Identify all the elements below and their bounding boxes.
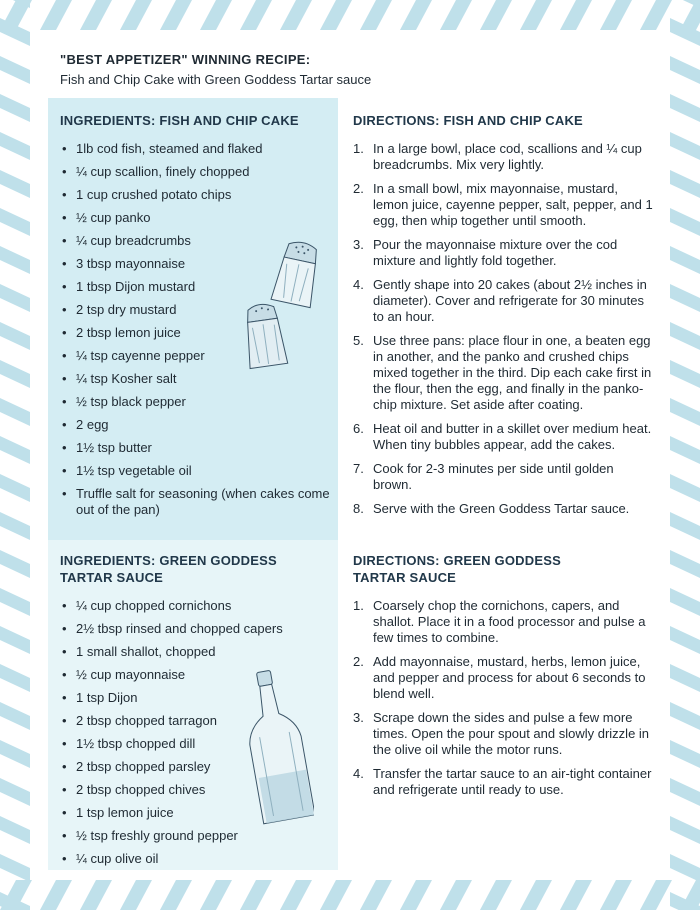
pattern-chevron — [0, 436, 30, 464]
pepper-shaker-icon — [246, 302, 288, 369]
pattern-chevron — [440, 880, 472, 910]
step-text: Transfer the tartar sauce to an air-tight container and refrigerate until ready to use. — [373, 766, 652, 797]
pattern-chevron — [670, 208, 700, 236]
ingredient-item: • 1 cup crushed potato chips — [60, 187, 330, 203]
ingredient-item: • 1 tbsp Dijon mustard — [60, 279, 330, 295]
ingredient-item: • 2 tbsp lemon juice — [60, 325, 330, 341]
ingredient-item: • ¼ tsp Kosher salt — [60, 371, 330, 387]
salt-shaker-icon — [271, 239, 323, 308]
step-text: Coarsely chop the cornichons, capers, and shallot. Place it in a food processor and pulse a few times to combine. — [373, 598, 646, 645]
pattern-chevron — [670, 778, 700, 806]
pattern-chevron — [0, 474, 30, 502]
pattern-chevron — [360, 880, 392, 910]
pattern-chevron — [600, 0, 632, 30]
step-text: Add mayonnaise, mustard, herbs, lemon juice, and pepper and process for about 6 seconds to blend well. — [373, 654, 646, 701]
pattern-chevron — [0, 170, 30, 198]
pattern-chevron — [600, 880, 632, 910]
ingredient-item: • ½ cup panko — [60, 210, 330, 226]
step-number: 2. — [353, 654, 364, 669]
ingredient-item: • 2 tbsp chopped parsley — [60, 759, 330, 775]
direction-step — [353, 598, 653, 646]
pattern-chevron — [670, 132, 700, 160]
ingredient-item: • ¼ tsp cayenne pepper — [60, 348, 330, 364]
ingredient-item: • ¼ cup chopped cornichons — [60, 598, 330, 614]
pattern-chevron — [160, 0, 192, 30]
ingredient-item: • ¼ cup olive oil — [60, 851, 330, 867]
ingredient-item: • ¼ cup breadcrumbs — [60, 233, 330, 249]
direction-step — [353, 237, 653, 269]
ingredient-item: • 1½ tsp vegetable oil — [60, 463, 330, 479]
pattern-chevron — [0, 360, 30, 388]
step-text: Heat oil and butter in a skillet over medium heat. When tiny bubbles appear, add the cakes. — [373, 421, 652, 452]
oil-bottle-icon — [244, 664, 314, 834]
pattern-chevron — [670, 360, 700, 388]
pattern-chevron — [0, 56, 30, 84]
step-number: 3. — [353, 710, 364, 725]
ingredient-item: • 2 tsp dry mustard — [60, 302, 330, 318]
step-number: 6. — [353, 421, 364, 436]
direction-step — [353, 421, 653, 453]
pattern-chevron — [560, 880, 592, 910]
pattern-chevron — [360, 0, 392, 30]
pattern-chevron — [520, 0, 552, 30]
recipe-title: "BEST APPETIZER" WINNING RECIPE: — [60, 52, 311, 67]
direction-step — [353, 501, 653, 517]
step-number: 5. — [353, 333, 364, 348]
pattern-chevron — [320, 0, 352, 30]
step-text: In a large bowl, place cod, scallions and ¼ cup breadcrumbs. Mix very lightly. — [373, 141, 642, 172]
pattern-chevron — [320, 880, 352, 910]
recipe-card — [30, 30, 670, 880]
ingredient-item: • 2½ tbsp rinsed and chopped capers — [60, 621, 330, 637]
direction-step — [353, 277, 653, 325]
pattern-chevron — [670, 588, 700, 616]
pattern-chevron — [670, 474, 700, 502]
direction-step — [353, 181, 653, 229]
pattern-chevron — [160, 880, 192, 910]
ingredient-item: • ½ tsp freshly ground pepper — [60, 828, 330, 844]
ingredient-item: • 2 tbsp chopped chives — [60, 782, 330, 798]
ingredients-cake-panel — [48, 98, 338, 540]
pattern-chevron — [560, 0, 592, 30]
pattern-chevron — [240, 0, 272, 30]
step-number: 1. — [353, 598, 364, 613]
step-number: 2. — [353, 181, 364, 196]
pattern-chevron — [0, 284, 30, 312]
ingredient-item: • 3 tbsp mayonnaise — [60, 256, 330, 272]
ingredient-item: • 1lb cod fish, steamed and flaked — [60, 141, 330, 157]
step-text: Cook for 2-3 minutes per side until golden brown. — [373, 461, 614, 492]
pattern-chevron — [0, 246, 30, 274]
pattern-chevron — [640, 880, 672, 910]
ingredient-item: • 1½ tbsp chopped dill — [60, 736, 330, 752]
salt-pepper-shakers — [246, 238, 326, 378]
pattern-chevron — [670, 322, 700, 350]
pattern-chevron — [670, 664, 700, 692]
ingredients-sauce-panel — [48, 540, 338, 870]
pattern-chevron — [0, 816, 30, 844]
pattern-chevron — [670, 816, 700, 844]
directions-sauce-title-line1: DIRECTIONS: GREEN GODDESS — [353, 553, 561, 568]
step-text: In a small bowl, mix mayonnaise, mustard, lemon juice, cayenne pepper, salt, pepper, and 1 egg, then whip together until smooth. — [373, 181, 653, 228]
pattern-chevron — [0, 208, 30, 236]
pattern-chevron — [240, 880, 272, 910]
step-number: 7. — [353, 461, 364, 476]
pattern-chevron — [670, 170, 700, 198]
ingredient-item: • 2 egg — [60, 417, 330, 433]
ingredient-item: • 1 tsp Dijon — [60, 690, 330, 706]
step-number: 4. — [353, 766, 364, 781]
pattern-chevron — [670, 740, 700, 768]
recipe-subtitle: Fish and Chip Cake with Green Goddess Tartar sauce — [60, 72, 372, 87]
directions-sauce-list — [353, 598, 653, 798]
ingredients-cake-title: INGREDIENTS: FISH AND CHIP CAKE — [60, 113, 299, 128]
pattern-chevron — [400, 880, 432, 910]
pattern-chevron — [670, 512, 700, 540]
pattern-chevron — [120, 0, 152, 30]
directions-cake-section — [353, 112, 653, 525]
step-number: 4. — [353, 277, 364, 292]
ingredient-item: • 1 tsp lemon juice — [60, 805, 330, 821]
step-number: 8. — [353, 501, 364, 516]
ingredient-item: • 1½ tsp butter — [60, 440, 330, 456]
step-text: Scrape down the sides and pulse a few more times. Open the pour spout and slowly drizzle in the olive oil while the motor runs. — [373, 710, 650, 757]
direction-step — [353, 766, 653, 798]
pattern-chevron — [670, 436, 700, 464]
direction-step — [353, 461, 653, 493]
pattern-chevron — [480, 880, 512, 910]
pattern-chevron — [480, 0, 512, 30]
directions-sauce-section — [353, 552, 653, 806]
pattern-chevron — [670, 550, 700, 578]
ingredient-item: • 2 tbsp chopped tarragon — [60, 713, 330, 729]
pattern-chevron — [670, 854, 700, 882]
step-text: Gently shape into 20 cakes (about 2½ inches in diameter). Cover and refrigerate for 30 minutes to an hour. — [373, 277, 647, 324]
pattern-chevron — [0, 588, 30, 616]
ingredient-item: • Truffle salt for seasoning (when cakes come out of the pan) — [60, 486, 330, 518]
pattern-chevron — [0, 322, 30, 350]
pattern-chevron — [0, 550, 30, 578]
step-number: 1. — [353, 141, 364, 156]
pattern-chevron — [200, 880, 232, 910]
step-text: Use three pans: place flour in one, a beaten egg in another, and the panko and crushed chips mixed together in the third. Dip each cake first in the flour, then the egg, and finally in the panko-chip mixture. Set aside after coating. — [373, 333, 652, 412]
pattern-chevron — [520, 880, 552, 910]
ingredient-item: • ½ tsp black pepper — [60, 394, 330, 410]
directions-cake-list — [353, 141, 653, 517]
pattern-chevron — [0, 132, 30, 160]
ingredient-item: • 1 small shallot, chopped — [60, 644, 330, 660]
directions-cake-title: DIRECTIONS: FISH AND CHIP CAKE — [353, 113, 583, 128]
pattern-chevron — [440, 0, 472, 30]
pattern-chevron — [280, 0, 312, 30]
pattern-chevron — [0, 740, 30, 768]
direction-step — [353, 141, 653, 173]
step-number: 3. — [353, 237, 364, 252]
pattern-chevron — [670, 56, 700, 84]
ingredient-item: • ¼ cup scallion, finely chopped — [60, 164, 330, 180]
step-text: Serve with the Green Goddess Tartar sauce. — [373, 501, 630, 516]
directions-sauce-title-line2: TARTAR SAUCE — [353, 570, 457, 585]
pattern-chevron — [0, 664, 30, 692]
pattern-chevron — [0, 778, 30, 806]
ingredients-sauce-title-line1: INGREDIENTS: GREEN GODDESS — [60, 553, 277, 568]
pattern-chevron — [80, 880, 112, 910]
pattern-chevron — [400, 0, 432, 30]
ingredients-sauce-title-line2: TARTAR SAUCE — [60, 570, 164, 585]
direction-step — [353, 333, 653, 413]
pattern-chevron — [0, 854, 30, 882]
pattern-chevron — [670, 284, 700, 312]
pattern-chevron — [120, 880, 152, 910]
recipe-header — [60, 52, 640, 87]
direction-step — [353, 710, 653, 758]
pattern-chevron — [670, 94, 700, 122]
pattern-chevron — [670, 246, 700, 274]
pattern-chevron — [670, 702, 700, 730]
pattern-chevron — [670, 626, 700, 654]
pattern-chevron — [0, 94, 30, 122]
direction-step — [353, 654, 653, 702]
pattern-chevron — [0, 512, 30, 540]
pattern-chevron — [200, 0, 232, 30]
pattern-chevron — [280, 880, 312, 910]
ingredient-item: • ½ cup mayonnaise — [60, 667, 330, 683]
pattern-chevron — [0, 626, 30, 654]
pattern-chevron — [0, 702, 30, 730]
pattern-chevron — [80, 0, 112, 30]
pattern-chevron — [640, 0, 672, 30]
pattern-chevron — [40, 880, 72, 910]
pattern-chevron — [40, 0, 72, 30]
step-text: Pour the mayonnaise mixture over the cod mixture and lightly fold together. — [373, 237, 618, 268]
pattern-chevron — [670, 398, 700, 426]
pattern-chevron — [0, 398, 30, 426]
